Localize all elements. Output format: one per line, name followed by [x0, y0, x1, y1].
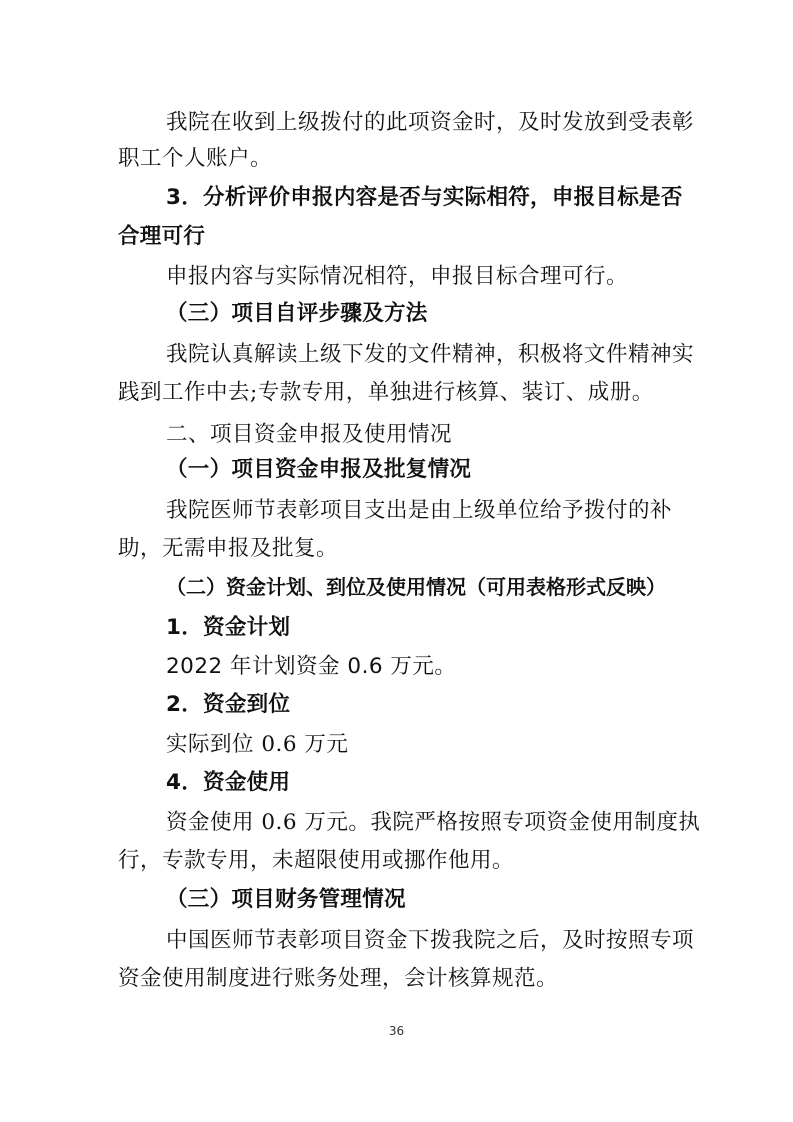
body-line: 助，无需申报及批复。	[118, 536, 339, 561]
body-line: 实际到位 0.6 万元	[166, 732, 349, 757]
subsection-heading: 1．资金计划	[166, 615, 291, 640]
body-line: 我院医师节表彰项目支出是由上级单位给予拨付的补	[166, 498, 673, 523]
body-line: 中国医师节表彰项目资金下拨我院之后，及时按照专项	[166, 928, 695, 953]
section-heading: （三）项目自评步骤及方法	[166, 301, 428, 326]
section-heading: 合理可行	[118, 224, 206, 249]
chapter-heading: 二、项目资金申报及使用情况	[166, 422, 453, 447]
page-number: 36	[388, 1024, 405, 1038]
body-line: 职工个人账户。	[118, 146, 273, 171]
body-line: 资金使用制度进行账务处理，会计核算规范。	[118, 966, 559, 991]
body-line: 我院在收到上级拨付的此项资金时，及时发放到受表彰	[166, 110, 695, 135]
body-line: 行，专款专用，未超限使用或挪作他用。	[118, 848, 515, 873]
section-heading: （一）项目资金申报及批复情况	[166, 457, 472, 482]
body-line: 我院认真解读上级下发的文件精神，积极将文件精神实	[166, 342, 695, 367]
section-heading: 3．分析评价申报内容是否与实际相符，申报目标是否	[166, 185, 683, 210]
section-heading: （三）项目财务管理情况	[166, 887, 406, 912]
subsection-heading: 4．资金使用	[166, 770, 291, 795]
body-line: 践到工作中去;专款专用，单独进行核算、装订、成册。	[118, 380, 654, 405]
subsection-heading: 2．资金到位	[166, 692, 291, 717]
body-line: 2022 年计划资金 0.6 万元。	[166, 654, 457, 679]
body-line: 资金使用 0.6 万元。我院严格按照专项资金使用制度执	[166, 810, 701, 835]
body-line: 申报内容与实际情况相符，申报目标合理可行。	[166, 264, 629, 289]
section-heading: （二）资金计划、到位及使用情况（可用表格形式反映）	[166, 575, 666, 599]
